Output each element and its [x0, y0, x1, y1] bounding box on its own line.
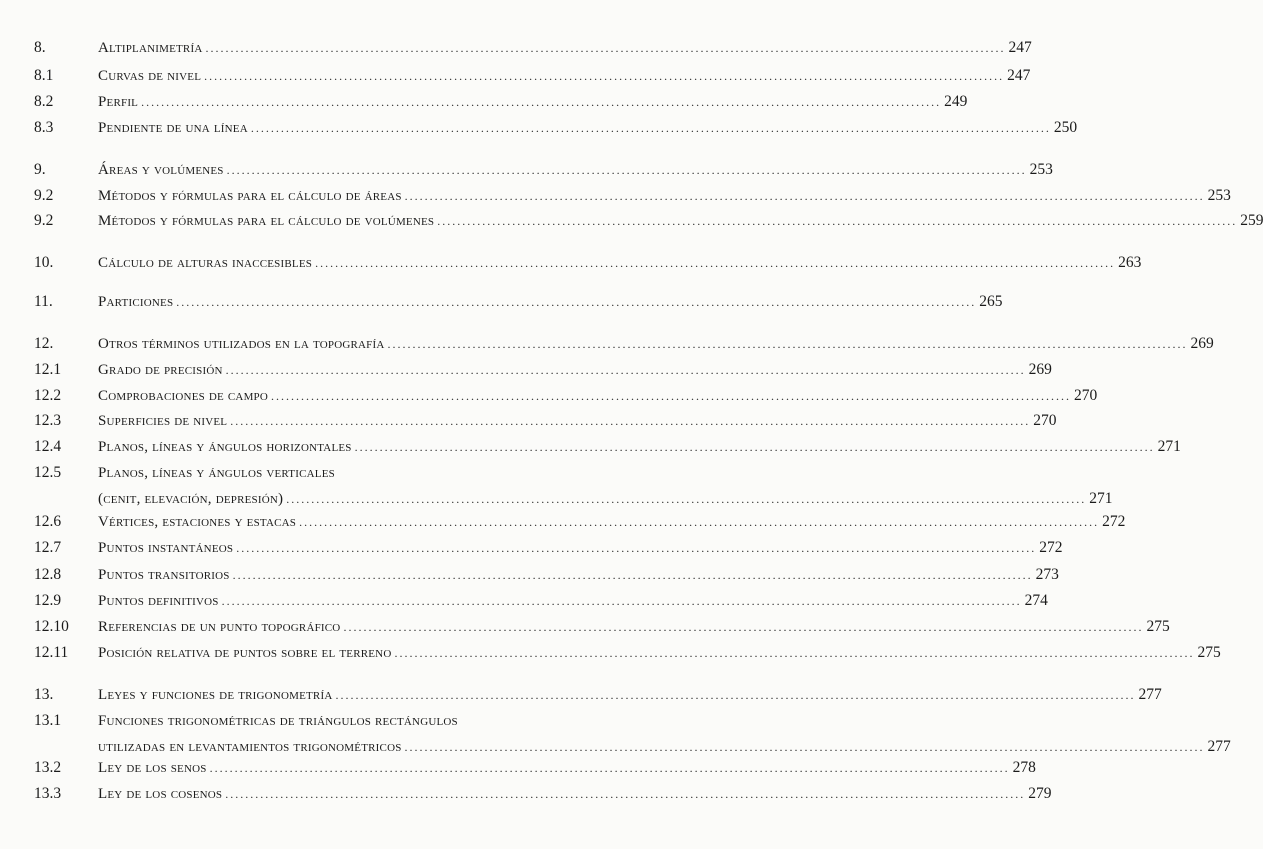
- section-title: Planos, líneas y ángulos horizontales: [98, 439, 352, 455]
- entry-line: [98, 386, 1098, 406]
- section-title: Superficies de nivel: [98, 413, 228, 429]
- section-title: Posición relativa de puntos sobre el terreno: [98, 645, 392, 661]
- entry-title-block: [98, 591, 1048, 611]
- entry-line: [98, 334, 1214, 354]
- entry-line: [98, 360, 1052, 380]
- section-number: 12.11: [34, 644, 69, 661]
- dot-leader: ................................................................................................................................................................: [250, 121, 1051, 135]
- entry-title-block: [98, 66, 1031, 86]
- page-number: 273: [1035, 566, 1059, 583]
- section-number: 12.7: [34, 539, 62, 556]
- dot-leader: ................................................................................................................................................................: [404, 189, 1205, 203]
- entry-title-block: [98, 617, 1170, 637]
- entry-line: [98, 92, 968, 112]
- dot-leader: ................................................................................................................................................................: [286, 492, 1087, 506]
- entry-title-block: [98, 711, 1231, 757]
- entry-title-block: [98, 437, 1181, 457]
- page-number: 247: [1007, 67, 1031, 84]
- section-number: 12.4: [34, 438, 62, 455]
- section-number: 8.3: [34, 119, 54, 136]
- page-number: 272: [1039, 539, 1063, 556]
- entry-title-block: [98, 643, 1221, 663]
- section-number: 12.5: [34, 464, 62, 481]
- dot-leader: ................................................................................................................................................................: [176, 295, 977, 309]
- dot-leader: ................................................................................................................................................................: [387, 337, 1188, 351]
- entry-line: [98, 38, 1032, 58]
- section-number: 8.: [34, 39, 46, 56]
- page-number: 270: [1074, 387, 1098, 404]
- dot-leader: ................................................................................................................................................................: [209, 761, 1010, 775]
- page-number: 274: [1024, 592, 1048, 609]
- section-title: Puntos instantáneos: [98, 540, 234, 556]
- section-number: 12.: [34, 335, 54, 352]
- section-number: 13.: [34, 686, 54, 703]
- entry-line: [98, 292, 1003, 312]
- entry-line: [98, 784, 1052, 804]
- entry-title-block: [98, 386, 1098, 406]
- dot-leader: ................................................................................................................................................................: [343, 620, 1144, 634]
- section-number: 11.: [34, 293, 53, 310]
- entry-line: [98, 685, 1162, 705]
- section-number: 13.2: [34, 759, 62, 776]
- page-number: 263: [1118, 254, 1142, 271]
- section-title: Puntos transitorios: [98, 567, 230, 583]
- dot-leader: ................................................................................................................................................................: [230, 414, 1031, 428]
- page-number: 247: [1008, 39, 1032, 56]
- page-number: 270: [1033, 412, 1057, 429]
- dot-leader: ................................................................................................................................................................: [315, 256, 1116, 270]
- section-number: 10.: [34, 254, 54, 271]
- entry-title-block: [98, 685, 1162, 705]
- section-number: 13.1: [34, 712, 62, 729]
- entry-title-block: [98, 758, 1036, 778]
- page-number: 250: [1053, 119, 1078, 136]
- page-number: 271: [1157, 438, 1181, 455]
- section-number: 8.1: [34, 67, 54, 84]
- dot-leader: ................................................................................................................................................................: [225, 363, 1026, 377]
- section-number: 13.3: [34, 785, 62, 802]
- dot-leader: ................................................................................................................................................................: [271, 389, 1072, 403]
- section-title: utilizadas en levantamientos trigonométricos: [98, 739, 402, 755]
- section-title: Referencias de un punto topográfico: [98, 619, 341, 635]
- entry-title-block: [98, 92, 968, 112]
- page-number: 265: [979, 293, 1003, 310]
- dot-leader: ................................................................................................................................................................: [404, 740, 1205, 754]
- entry-title-block: [98, 160, 1053, 180]
- page-number: 269: [1190, 335, 1214, 352]
- dot-leader: ................................................................................................................................................................: [354, 440, 1155, 454]
- section-title: Métodos y fórmulas para el cálculo de volúmenes: [98, 213, 435, 229]
- page-number: 272: [1102, 513, 1126, 530]
- entry-line: [98, 489, 1113, 509]
- page-number: 277: [1138, 686, 1162, 703]
- section-title: Vértices, estaciones y estacas: [98, 514, 297, 530]
- section-number: 8.2: [34, 93, 54, 110]
- section-title: Cálculo de alturas inaccesibles: [98, 255, 313, 271]
- entry-line: [98, 643, 1221, 663]
- page-number: 253: [1207, 187, 1231, 204]
- entry-title-block: [98, 411, 1057, 431]
- entry-line: [98, 253, 1142, 273]
- dot-leader: ................................................................................................................................................................: [205, 41, 1006, 55]
- dot-leader: ................................................................................................................................................................: [226, 163, 1027, 177]
- section-title: Puntos definitivos: [98, 593, 219, 609]
- page-number: 275: [1197, 644, 1221, 661]
- page-number: 279: [1028, 785, 1052, 802]
- section-number: 9.: [34, 161, 46, 178]
- section-title: Particiones: [98, 294, 174, 310]
- section-title: Áreas y volúmenes: [98, 162, 224, 178]
- dot-leader: ................................................................................................................................................................: [225, 787, 1026, 801]
- entry-title-block: [98, 253, 1142, 273]
- page-number: 269: [1028, 361, 1052, 378]
- entry-line: [98, 437, 1181, 457]
- section-number: 12.9: [34, 592, 62, 609]
- dot-leader: ................................................................................................................................................................: [437, 214, 1238, 228]
- entry-title-block: [98, 360, 1052, 380]
- dot-leader: ................................................................................................................................................................: [394, 646, 1195, 660]
- dot-leader: ................................................................................................................................................................: [141, 95, 942, 109]
- entry-title-block: [98, 512, 1126, 532]
- entry-line: [98, 66, 1031, 86]
- page-number: 253: [1029, 161, 1053, 178]
- section-title: Perfil: [98, 94, 139, 110]
- section-number: 12.6: [34, 513, 62, 530]
- section-title: Funciones trigonométricas de triángulos rectángulos: [98, 713, 458, 729]
- section-number: 12.10: [34, 618, 69, 635]
- section-number: 12.8: [34, 566, 62, 583]
- entry-line: [98, 758, 1036, 778]
- dot-leader: ................................................................................................................................................................: [236, 541, 1037, 555]
- entry-line: [98, 118, 1078, 138]
- entry-line: [98, 512, 1126, 532]
- entry-line: [98, 617, 1170, 637]
- page-number: 275: [1146, 618, 1170, 635]
- entry-line: [98, 160, 1053, 180]
- entry-line: [98, 211, 1263, 231]
- dot-leader: ................................................................................................................................................................: [299, 515, 1100, 529]
- entry-line: [98, 737, 1231, 757]
- section-title: Planos, líneas y ángulos verticales: [98, 465, 335, 481]
- section-title: Ley de los senos: [98, 760, 207, 776]
- section-title: Leyes y funciones de trigonometría: [98, 687, 333, 703]
- dot-leader: ................................................................................................................................................................: [221, 594, 1022, 608]
- entry-title-block: [98, 463, 1113, 509]
- entry-title-block: [98, 38, 1032, 58]
- entry-line: [98, 565, 1059, 585]
- entry-line: [98, 711, 570, 731]
- section-number: 12.2: [34, 387, 62, 404]
- entry-line: [98, 463, 570, 483]
- section-title: Otros términos utilizados en la topografía: [98, 336, 385, 352]
- entry-title-block: [98, 334, 1214, 354]
- page-number: 259: [1240, 212, 1263, 229]
- entry-title-block: [98, 118, 1078, 138]
- section-title: Métodos y fórmulas para el cálculo de áreas: [98, 188, 402, 204]
- entry-title-block: [98, 565, 1059, 585]
- section-title: (cenit, elevación, depresión): [98, 491, 284, 507]
- entry-line: [98, 186, 1231, 206]
- entry-line: [98, 538, 1063, 558]
- section-number: 9.2: [34, 212, 54, 229]
- entry-title-block: [98, 292, 1003, 312]
- section-number: 12.3: [34, 412, 62, 429]
- section-title: Altiplanimetría: [98, 40, 203, 56]
- page-number: 277: [1207, 738, 1231, 755]
- entry-title-block: [98, 538, 1063, 558]
- entry-title-block: [98, 211, 1263, 231]
- dot-leader: ................................................................................................................................................................: [232, 568, 1033, 582]
- entry-title-block: [98, 186, 1231, 206]
- section-title: Curvas de nivel: [98, 68, 202, 84]
- section-title: Ley de los cosenos: [98, 786, 223, 802]
- entry-line: [98, 591, 1048, 611]
- section-title: Comprobaciones de campo: [98, 388, 269, 404]
- section-title: Pendiente de una línea: [98, 120, 248, 136]
- section-number: 9.2: [34, 187, 54, 204]
- section-title: Grado de precisión: [98, 362, 223, 378]
- entry-line: [98, 411, 1057, 431]
- page-number: 278: [1012, 759, 1036, 776]
- page-number: 271: [1089, 490, 1113, 507]
- section-number: 12.1: [34, 361, 62, 378]
- page-number: 249: [944, 93, 968, 110]
- entry-title-block: [98, 784, 1052, 804]
- dot-leader: ................................................................................................................................................................: [335, 688, 1136, 702]
- dot-leader: ................................................................................................................................................................: [204, 69, 1005, 83]
